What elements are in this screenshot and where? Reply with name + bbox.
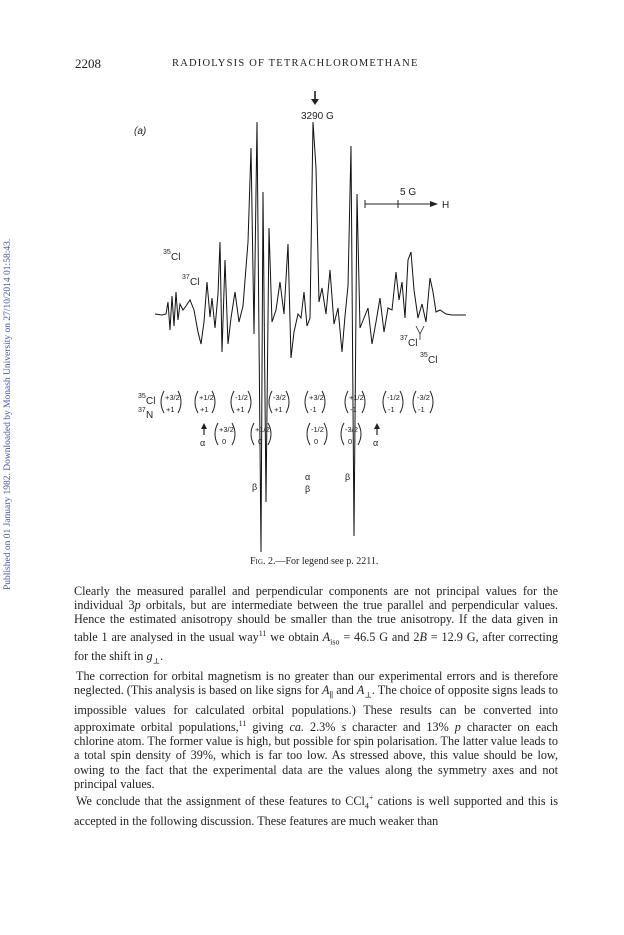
nucleus-row-labels: [138, 393, 155, 421]
alpha-label-center: α: [305, 472, 311, 482]
svg-text:0: 0: [348, 437, 353, 446]
svg-text:+3/2: +3/2: [219, 425, 234, 434]
field-marker-label: 3290 G: [301, 111, 334, 122]
spin-label-2: [195, 391, 215, 414]
spin-label-1: [161, 391, 181, 414]
right-isotope-labels: [400, 326, 437, 366]
spin-assignment-row-top: [161, 391, 433, 414]
esr-spectrum-trace: [155, 122, 466, 552]
beta-label-right: β: [345, 472, 351, 482]
svg-text:-1/2: -1/2: [387, 393, 400, 402]
scale-label: 5 G: [400, 187, 417, 198]
field-marker-arrow: [311, 91, 319, 105]
watermark-text: Published on 01 January 1982. Downloaded by Monash University on 27/10/2014 01:58:43.: [3, 238, 13, 590]
spin-label-7: [383, 391, 403, 414]
svg-text:+3/2: +3/2: [309, 393, 324, 402]
spin-label-3: [231, 391, 251, 414]
page-number: 2208: [75, 56, 101, 71]
spin-label-5: [305, 391, 325, 414]
svg-text:-1: -1: [418, 405, 425, 414]
svg-text:Cl: Cl: [171, 252, 181, 263]
svg-text:α: α: [200, 438, 206, 448]
svg-text:Cl: Cl: [190, 277, 200, 288]
paragraph-1: Clearly the measured parallel and perpendicular components are not principal values for the individual 3p orbitals, but are intermediate between the true parallel and perpendicular values. Hence the estimated anisotropy should be smaller than the true anisotropy. If the data given in table 1 are analysed in the usual way$^{11}$ we obtain $A_{iso} = 46.5$ G and 2B = 12.9 G, after correcting for the shift in $g_\perp$.: [74, 584, 558, 666]
svg-text:37: 37: [138, 407, 146, 414]
figure-caption-label: Fig. 2.: [250, 556, 276, 567]
svg-text:-1: -1: [350, 405, 357, 414]
svg-text:Cl: Cl: [146, 396, 156, 407]
running-title: RADIOLYSIS OF TETRACHLOROMETHANE: [172, 58, 419, 69]
svg-text:-1/2: -1/2: [311, 425, 324, 434]
paragraph-2: The correction for orbital magnetism is no greater than our experimental errors and is therefore neglected. (This analysis is based on like signs for $A_\parallel$ and $A_\perp$. The choice of opposite signs leads to impossible values for calculated orbital populations.) These results can be converted into approximate orbital populations,$^{11}$ giving ca. 2.3% s character and 13% p character on each chlorine atom. The former value is high, but possible for spin polarisation. The latter value leads to a total spin density of 39%, which is far too low. As stressed above, this value should be low, owing to the fact that the experimental data are the values along the symmetry axes and not principal values.: [74, 668, 559, 791]
svg-text:-1/2: -1/2: [235, 393, 248, 402]
esr-spectrum-svg: [100, 82, 520, 552]
field-axis-label: H: [442, 200, 450, 211]
spin-label-11: [307, 423, 327, 446]
spin-label-9: [215, 423, 235, 446]
paragraph-3: We conclude that the assignment of these features to CCl$_4$+ cations is well supported and this is accepted in the following discussion. These features are much weaker than: [74, 793, 558, 828]
svg-text:+1: +1: [236, 405, 245, 414]
body-text: [74, 584, 558, 828]
svg-text:+1: +1: [200, 405, 209, 414]
svg-text:+3/2: +3/2: [165, 393, 180, 402]
svg-text:-1: -1: [310, 405, 317, 414]
svg-text:N: N: [146, 410, 154, 421]
svg-text:0: 0: [258, 437, 263, 446]
beta-label-left: β: [252, 482, 258, 492]
svg-text:+1/2: +1/2: [199, 393, 214, 402]
spin-label-10: [251, 423, 271, 446]
spin-label-8: [413, 391, 433, 414]
alpha-marker-left: [200, 423, 207, 448]
figure-caption: [250, 556, 378, 567]
svg-text:35: 35: [420, 352, 428, 359]
svg-text:-1: -1: [388, 405, 395, 414]
scale-bar: [365, 200, 438, 208]
spin-label-12: [341, 423, 361, 446]
svg-text:37: 37: [400, 335, 408, 342]
left-isotope-labels: [163, 249, 199, 288]
svg-text:Cl: Cl: [408, 338, 418, 349]
svg-text:-3/2: -3/2: [417, 393, 430, 402]
download-watermark: [3, 150, 17, 590]
beta-label-center: β: [305, 484, 311, 494]
figure-caption-text: —For legend see p. 2211.: [275, 556, 379, 567]
svg-text:+1/2: +1/2: [255, 425, 270, 434]
svg-text:α: α: [373, 438, 379, 448]
svg-text:35: 35: [138, 393, 146, 400]
alpha-marker-right: [373, 423, 380, 448]
panel-label: (a): [134, 126, 147, 137]
svg-text:Cl: Cl: [428, 355, 438, 366]
svg-text:35: 35: [163, 249, 171, 256]
svg-text:+1/2: +1/2: [349, 393, 364, 402]
svg-text:0: 0: [314, 437, 319, 446]
svg-text:+1: +1: [166, 405, 175, 414]
esr-spectrum-figure: [100, 82, 520, 552]
spin-label-4: [269, 391, 289, 414]
svg-text:-3/2: -3/2: [345, 425, 358, 434]
svg-text:-3/2: -3/2: [273, 393, 286, 402]
svg-text:37: 37: [182, 274, 190, 281]
svg-text:+1: +1: [274, 405, 283, 414]
svg-text:0: 0: [222, 437, 227, 446]
